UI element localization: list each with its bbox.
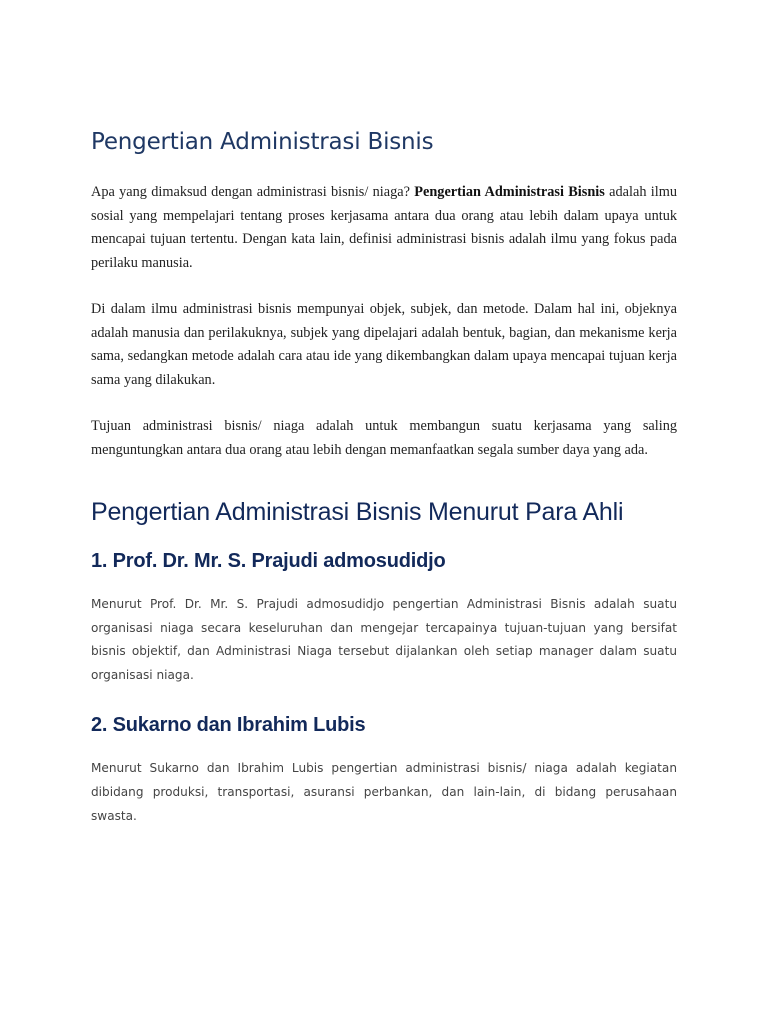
intro-paragraph-1-bold-term: Pengertian Administrasi Bisnis xyxy=(414,184,605,200)
intro-paragraph-1-rest: adalah ilmu sosial yang mempelajari tentang proses kerjasama antara dua orang atau lebih dalam upaya untuk mencapai tujuan tertentu. Dengan kata lain, definisi administrasi bisnis adalah ilmu yang fokus pada perilaku manusia. xyxy=(91,184,678,271)
expert-1-paragraph: Menurut Prof. Dr. Mr. S. Prajudi admosudidjo pengertian Administrasi Bisnis adalah suatu organisasi niaga secara keseluruhan dan mengejar tercapainya tujuan-tujuan yang bersifat bisnis objektif, dan Administrasi Niaga tersebut dijalankan oleh setiap manager dalam suatu organisasi niaga. xyxy=(91,597,677,682)
intro-paragraph-2: Di dalam ilmu administrasi bisnis mempunyai objek, subjek, dan metode. Dalam hal ini, objeknya adalah manusia dan perilakuknya, subjek yang dipelajari adalah bentuk, bagian, dan mekanisme kerja sama, sedangkan metode adalah cara atau ide yang dikembangkan dalam upaya mencapai tujuan kerja sama yang dilakukan. xyxy=(91,301,677,388)
expert-2-paragraph: Menurut Sukarno dan Ibrahim Lubis pengertian administrasi bisnis/ niaga adalah kegiatan dibidang produksi, transportasi, asuransi perbankan, dan lain-lain, di bidang perusahaan swasta. xyxy=(91,761,677,823)
main-heading: Pengertian Administrasi Bisnis xyxy=(91,129,434,155)
experts-heading: Pengertian Administrasi Bisnis Menurut Para Ahli xyxy=(91,498,624,526)
document-content xyxy=(91,126,677,828)
intro-paragraph-1 xyxy=(91,181,677,275)
intro-paragraph-1-start: Apa yang dimaksud dengan administrasi bisnis/ niaga? xyxy=(91,184,415,200)
expert-2-heading: 2. Sukarno dan Ibrahim Lubis xyxy=(91,714,366,737)
intro-paragraph-3: Tujuan administrasi bisnis/ niaga adalah untuk membangun suatu kerjasama yang saling menguntungkan antara dua orang atau lebih dengan memanfaatkan segala sumber daya yang ada. xyxy=(91,418,677,458)
expert-1-heading: 1. Prof. Dr. Mr. S. Prajudi admosudidjo xyxy=(91,550,446,572)
